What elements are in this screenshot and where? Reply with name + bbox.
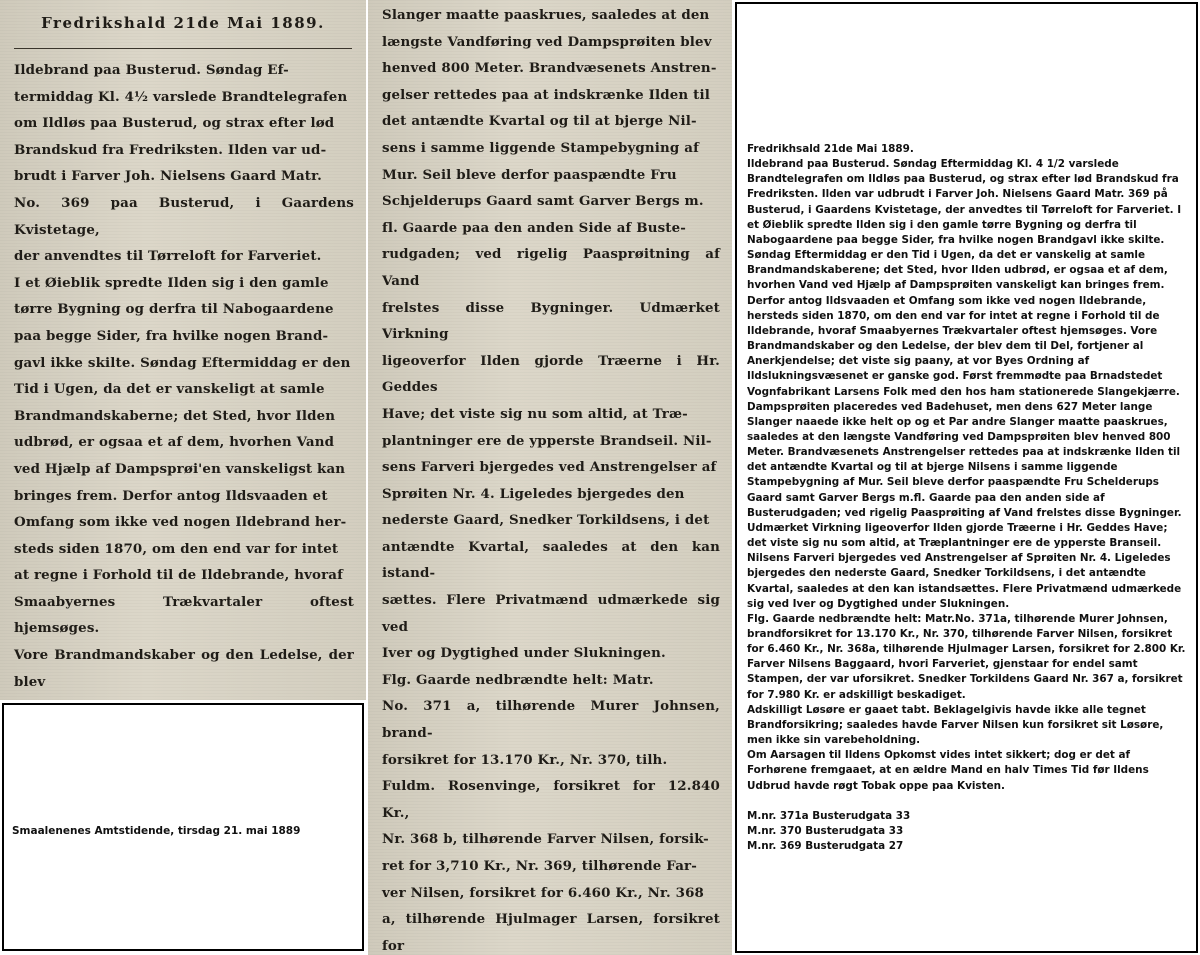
- source-caption: Smaalenenes Amtstidende, tirsdag 21. mai 1889: [12, 825, 301, 837]
- transcription-paragraph: Ildebrand paa Busterud. Søndag Eftermiddag Kl. 4 1/2 varslede Brandtelegrafen om Ildløs paa Busterud, og strax efter lød Brandskud fra Fredriksten. Ilden var udbrudt i Farver Joh. Nielsens Gaard Matr. 369 på Busterud, i Gaardens Kvistetage, der anvedtes til Tørreloft for Farveriet. I et Øieblik spredte Ilden sig i den gamle tørre Bygning og derfra til Nabogaardene paa begge Sider, fra hvilke nogen Brandgavl ikke skilte. Søndag Eftermiddag er den Tid i Ugen, da det er vanskelig at samle Brandmandskaberene; det Sted, hvor Ilden udbrød, er ogsaa et af dem, hvorhen Vand ved Hjælp af Dampsprøiten vanskeligt kan bringes frem. Derfor antog Ildsvaaden et Omfang som ikke ved nogen Ildebrande, hersteds siden 1870, om den end var for intet at regne i Forhold til de Ildebrande, hvoraf Smaabyernes Trækvartaler oftest hjemsøges. Vore Brandmandskaber og den Ledelse, der blev dem til Del, fortjener al Anerkjendelse; det viste sig paany, at vor Byes Ordning af Ildslukningsvæsenet er ganske god. Først fremmødte paa Brnadstedet Vognfabrikant Larsens Folk med den hos ham stationerede Slangekjærre. Dampsprøiten placeredes ved Badehuset, men dens 627 Meter lange Slanger naaede ikke helt op og et Par andre Slanger maatte paaskrues, saaledes at den længste Vandføring ved Dampsprøiten blev henved 800 Meter. Brandvæsenets Anstrengelser rettedes paa at indskrænke Ilden til det antændte Kvartal og til at bjerge Nilsens i samme liggende Stampebygning af Mur. Seil bleve derfor paaspændte Fru Schelderups Gaard samt Garver Bergs m.fl. Gaarde paa den anden side af Busterudgaden; ved rigelig Paasprøiting af Vand frelstes disse Bygninger. Udmærket Virkning ligeoverfor Ilden gjorde Træerne i Hr. Geddes Have; det viste sig nu som altid, at Træplantninger ere de ypperste Branseil. Nilsens Farveri bjergedes ved Anstrengelser af Sprøiten Nr. 4. Ligeledes bjergedes den nederste Gaard, Snedker Torkildsens, i det antændte Kvartal, saaledes at den kan istandsættes. Flere Privatmænd udmærkede sig ved Iver og Dygtighed under Slukningen.: [747, 158, 1182, 610]
- transcription-paragraph: Flg. Gaarde nedbrændte helt: Matr.No. 371a, tilhørende Murer Johnsen, brandforsikret for 13.170 Kr., Nr. 370, tilhørende Farver Nilsen, forsikret for 6.460 Kr., Nr. 368a, tilhørende Hjulmager Larsen, forsikret for 2.800 Kr. Farver Nilsens Baggaard, hvori Farveriet, gjenstaar for endel samt Stampen, der var uforsikret. Snedker Torkildens Gaard Nr. 367 a, forsikret for 7.980 Kr. er adskilligt beskadiget.: [747, 612, 1186, 701]
- address-line: M.nr. 369 Busterudgata 27: [747, 840, 904, 853]
- clipping-dateline: Fredrikshald 21de Mai 1889.: [41, 14, 325, 32]
- address-line: M.nr. 370 Busterudgata 33: [747, 824, 904, 837]
- transcription-paragraph: Fredrikhsald 21de Mai 1889.: [747, 143, 914, 155]
- clipping-column-1-text: Ildebrand paa Busterud. Søndag Ef- termiddag Kl. 4½ varslede Brandtelegrafen om Ildløs paa Busterud, og strax efter lød Brandskud fra Fredriksten. Ilden var ud- brudt i Farver Joh. Nielsens Gaard Matr. No. 369 paa Busterud, i Gaardens Kvistetage, der anvendtes til Tørreloft for Farveriet. I et Øieblik spredte Ilden sig i den gamle tørre Bygning og derfra til Nabogaardene paa begge Sider, fra hvilke nogen Brand- gavl ikke skilte. Søndag Eftermiddag er den Tid i Ugen, da det er vanskeligt at samle Brandmandskaberne; det Sted, hvor Ilden udbrød, er ogsaa et af dem, hvorhen Vand ved Hjælp af Dampsprøi'en vanskeligst kan bringes frem. Derfor antog Ildsvaaden et Omfang som ikke ved nogen Ildebrand her- steds siden 1870, om den end var for intet at regne i Forhold til de Ildebrande, hvoraf Smaabyernes Trækvartaler oftest hjemsøges. Vore Brandmandskaber og den Ledelse, der blev: [14, 62, 354, 690]
- address-list: [747, 809, 1186, 854]
- address-line: M.nr. 371a Busterudgata 33: [747, 809, 911, 822]
- transcription-box: [735, 2, 1198, 953]
- transcription-paragraph: Adskilligt Løsøre er gaaet tabt. Beklagelgivis havde ikke alle tegnet Brandforsikring; saaledes havde Farver Nilsen kun forsikret sit Løsøre, men ikke sin varebeholdning.: [747, 703, 1164, 747]
- caption-box: [2, 703, 364, 951]
- clipping-column-2: [368, 0, 732, 955]
- transcription-paragraph: Om Aarsagen til Ildens Opkomst vides intet sikkert; dog er det af Forhørene fremgaaet, at en ældre Mand en halv Times Tid før Ildens Udbrud havde røgt Tobak oppe paa Kvisten.: [747, 749, 1149, 792]
- clipping-column-2-text: Slanger maatte paaskrues, saaledes at den længste Vandføring ved Dampsprøiten blev henved 800 Meter. Brandvæsenets Anstren- gelser rettedes paa at indskrænke Ilden til det antændte Kvartal og til at bjerge Nil- sens i samme liggende Stampebygning af Mur. Seil bleve derfor paaspændte Fru Schjelderups Gaard samt Garver Bergs m. fl. Gaarde paa den anden Side af Buste- rudgaden; ved rigelig Paasprøitning af Vand frelstes disse Bygninger. Udmærket Virkning ligeoverfor Ilden gjorde Træerne i Hr. Geddes Have; det viste sig nu som altid, at Træ- plantninger ere de ypperste Brandseil. Nil- sens Farveri bjergedes ved Anstrengelser af Sprøiten Nr. 4. Ligeledes bjergedes den nederste Gaard, Snedker Torkildsens, i det antændte Kvartal, saaledes at den kan istand- sættes. Flere Privatmænd udmærkede sig ved Iver og Dygtighed under Slukningen. Flg. Gaarde nedbrændte helt: Matr. No. 371 a, tilhørende Murer Johnsen, brand- forsikret for 13.170 Kr., Nr. 370, tilh. Fuldm. Rosenvinge, forsikret for 12.840 Kr., Nr. 368 b, tilhørende Farver Nilsen, forsik- ret for 3,710 Kr., Nr. 369, tilhørende Far- ver Nilsen, forsikret for 6.460 Kr., Nr. 368 a, tilhørende Hjulmager Larsen, forsikret for: [382, 7, 720, 954]
- clipping-rule: [14, 48, 352, 49]
- clipping-column-1: [0, 0, 366, 700]
